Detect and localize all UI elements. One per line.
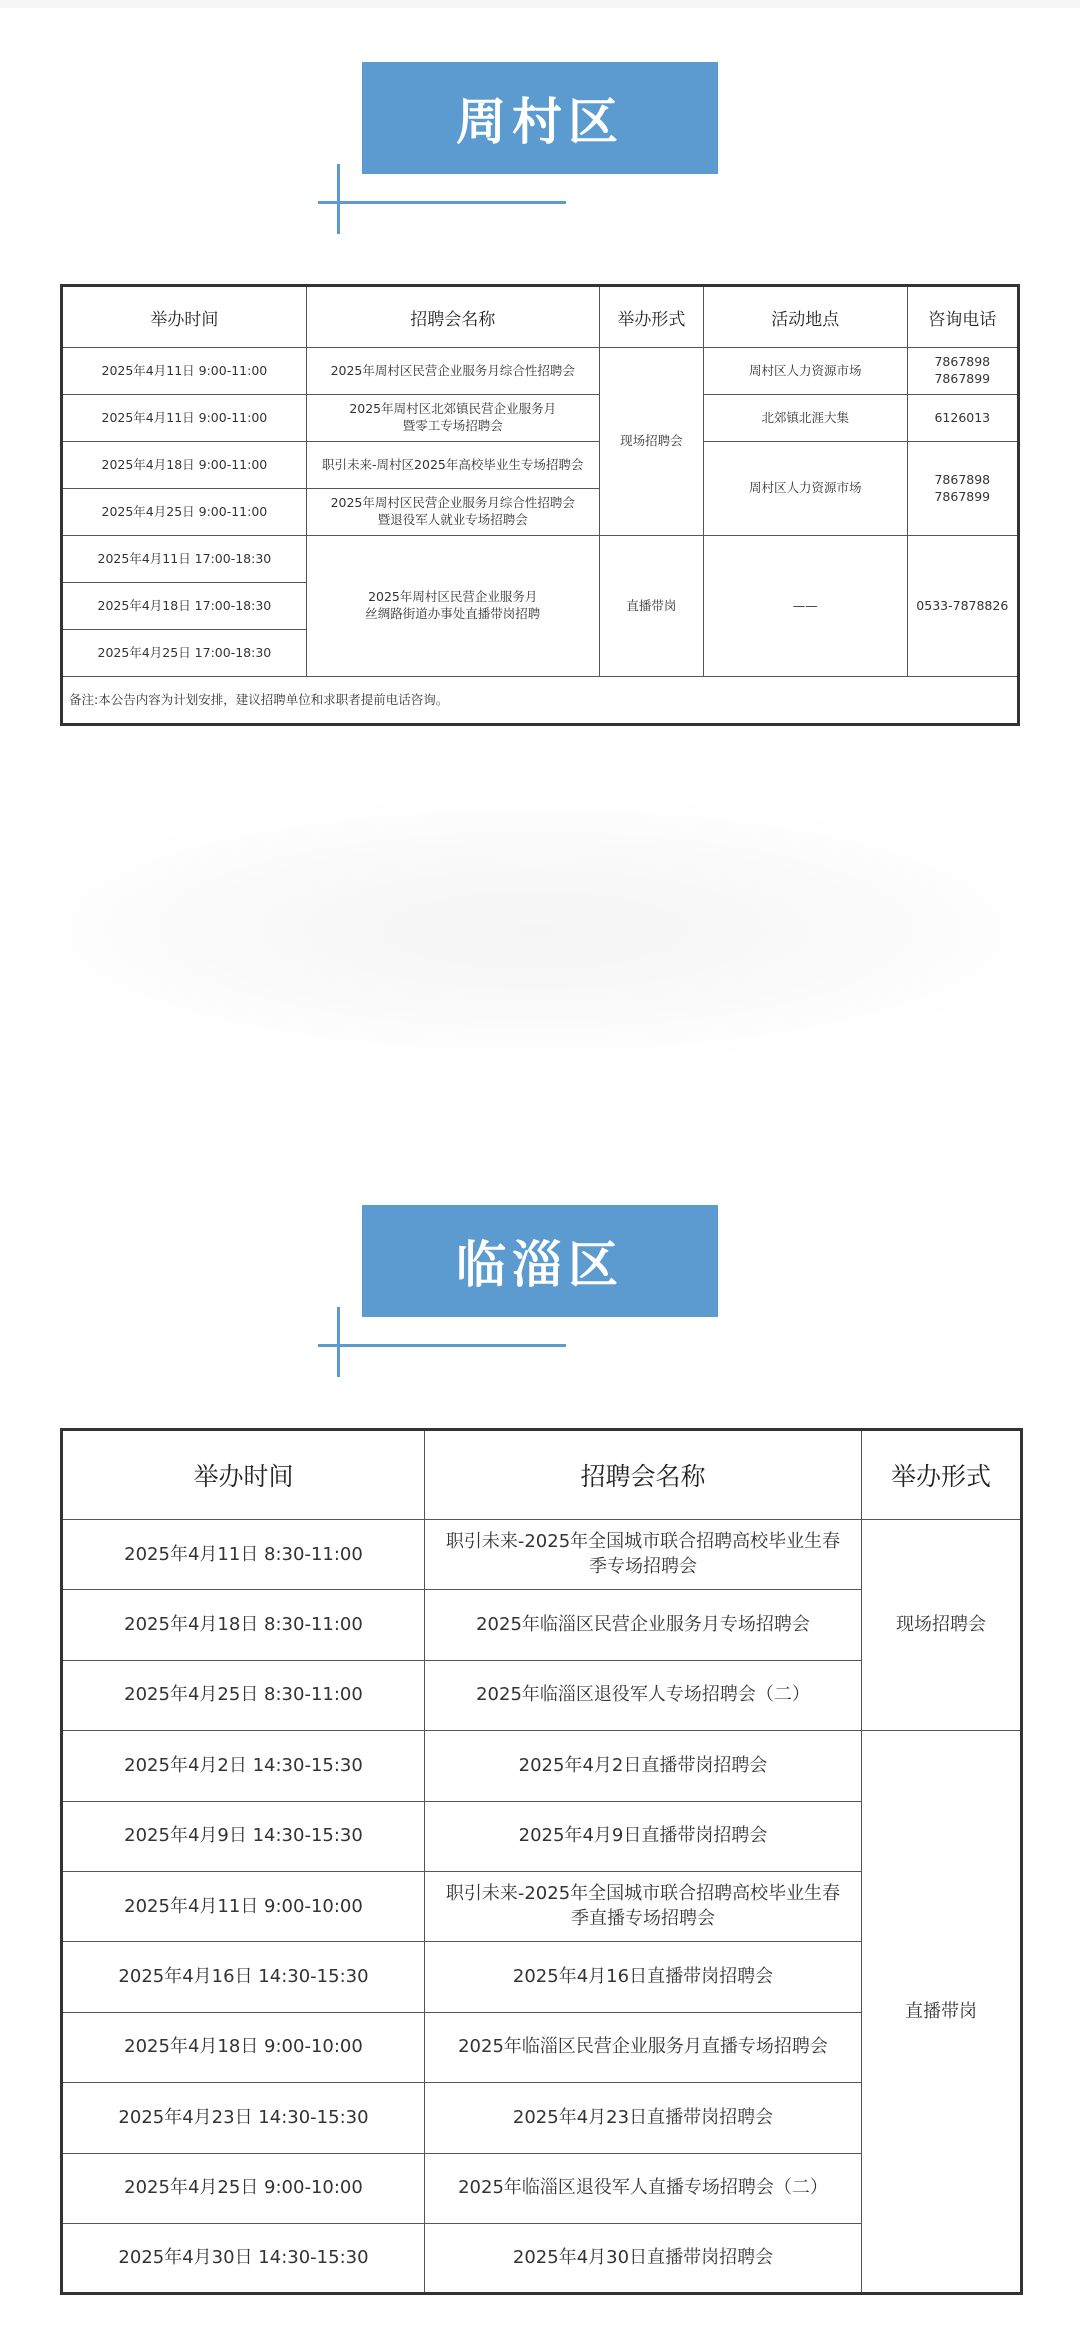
location-cell: —— xyxy=(703,536,907,677)
title-decoration-line xyxy=(337,164,340,234)
header-time: 举办时间 xyxy=(62,286,307,348)
time-cell: 2025年4月11日 9:00-10:00 xyxy=(62,1871,425,1941)
name-cell: 职引未来-2025年全国城市联合招聘高校毕业生春 季直播专场招聘会 xyxy=(425,1871,862,1941)
time-cell: 2025年4月18日 9:00-10:00 xyxy=(62,2012,425,2082)
name-cell: 2025年临淄区民营企业服务月专场招聘会 xyxy=(425,1590,862,1660)
format-cell: 现场招聘会 xyxy=(599,348,703,536)
format-cell: 现场招聘会 xyxy=(862,1520,1022,1731)
time-cell: 2025年4月16日 14:30-15:30 xyxy=(62,1942,425,2012)
name-cell: 2025年临淄区退役军人直播专场招聘会（二） xyxy=(425,2153,862,2223)
time-cell: 2025年4月11日 8:30-11:00 xyxy=(62,1520,425,1590)
table-row xyxy=(62,1731,1022,1801)
table-row xyxy=(62,348,1019,395)
time-cell: 2025年4月18日 17:00-18:30 xyxy=(62,583,307,630)
phone-cell: 0533-7878826 xyxy=(907,536,1018,677)
background-watermark-area xyxy=(30,800,1040,1060)
note-text: 备注:本公告内容为计划安排，建议招聘单位和求职者提前电话咨询。 xyxy=(62,677,1019,725)
header-time: 举办时间 xyxy=(62,1430,425,1520)
header-format: 举办形式 xyxy=(599,286,703,348)
time-cell: 2025年4月18日 8:30-11:00 xyxy=(62,1590,425,1660)
name-cell: 职引未来-周村区2025年高校毕业生专场招聘会 xyxy=(306,442,599,489)
phone-cell: 7867898 7867899 xyxy=(907,348,1018,395)
section-title-linzi: 临淄区 xyxy=(362,1205,718,1317)
table-header-row xyxy=(62,1430,1022,1520)
phone-cell: 7867898 7867899 xyxy=(907,442,1018,536)
note-row xyxy=(62,677,1019,725)
name-cell: 2025年周村区北郊镇民营企业服务月 暨零工专场招聘会 xyxy=(306,395,599,442)
location-cell: 周村区人力资源市场 xyxy=(703,348,907,395)
phone-cell: 6126013 xyxy=(907,395,1018,442)
name-cell: 2025年4月30日直播带岗招聘会 xyxy=(425,2223,862,2293)
table-row xyxy=(62,1520,1022,1590)
table-row xyxy=(62,536,1019,583)
format-cell: 直播带岗 xyxy=(862,1731,1022,2294)
time-cell: 2025年4月30日 14:30-15:30 xyxy=(62,2223,425,2293)
header-format: 举办形式 xyxy=(862,1430,1022,1520)
time-cell: 2025年4月2日 14:30-15:30 xyxy=(62,1731,425,1801)
time-cell: 2025年4月25日 8:30-11:00 xyxy=(62,1660,425,1730)
time-cell: 2025年4月9日 14:30-15:30 xyxy=(62,1801,425,1871)
header-name: 招聘会名称 xyxy=(425,1430,862,1520)
top-divider xyxy=(0,0,1080,8)
location-cell: 北郊镇北涯大集 xyxy=(703,395,907,442)
location-cell: 周村区人力资源市场 xyxy=(703,442,907,536)
name-cell: 2025年临淄区退役军人专场招聘会（二） xyxy=(425,1660,862,1730)
name-cell: 职引未来-2025年全国城市联合招聘高校毕业生春 季专场招聘会 xyxy=(425,1520,862,1590)
time-cell: 2025年4月25日 9:00-10:00 xyxy=(62,2153,425,2223)
name-cell: 2025年周村区民营企业服务月综合性招聘会 暨退役军人就业专场招聘会 xyxy=(306,489,599,536)
zhoucun-schedule-table xyxy=(60,284,1020,726)
time-cell: 2025年4月11日 9:00-11:00 xyxy=(62,348,307,395)
name-cell: 2025年周村区民营企业服务月综合性招聘会 xyxy=(306,348,599,395)
time-cell: 2025年4月25日 9:00-11:00 xyxy=(62,489,307,536)
name-cell: 2025年4月23日直播带岗招聘会 xyxy=(425,2083,862,2153)
format-cell: 直播带岗 xyxy=(599,536,703,677)
linzi-schedule-table xyxy=(60,1428,1023,2295)
table-row xyxy=(62,395,1019,442)
table-row xyxy=(62,442,1019,489)
name-cell: 2025年4月9日直播带岗招聘会 xyxy=(425,1801,862,1871)
header-name: 招聘会名称 xyxy=(306,286,599,348)
time-cell: 2025年4月18日 9:00-11:00 xyxy=(62,442,307,489)
time-cell: 2025年4月23日 14:30-15:30 xyxy=(62,2083,425,2153)
title-decoration-line xyxy=(318,1344,566,1347)
name-cell: 2025年4月16日直播带岗招聘会 xyxy=(425,1942,862,2012)
time-cell: 2025年4月11日 17:00-18:30 xyxy=(62,536,307,583)
title-decoration-line xyxy=(337,1307,340,1377)
title-decoration-line xyxy=(318,201,566,204)
name-cell: 2025年4月2日直播带岗招聘会 xyxy=(425,1731,862,1801)
time-cell: 2025年4月11日 9:00-11:00 xyxy=(62,395,307,442)
header-phone: 咨询电话 xyxy=(907,286,1018,348)
time-cell: 2025年4月25日 17:00-18:30 xyxy=(62,630,307,677)
name-cell: 2025年周村区民营企业服务月 丝绸路街道办事处直播带岗招聘 xyxy=(306,536,599,677)
table-header-row xyxy=(62,286,1019,348)
section-title-zhoucun: 周村区 xyxy=(362,62,718,174)
name-cell: 2025年临淄区民营企业服务月直播专场招聘会 xyxy=(425,2012,862,2082)
header-location: 活动地点 xyxy=(703,286,907,348)
